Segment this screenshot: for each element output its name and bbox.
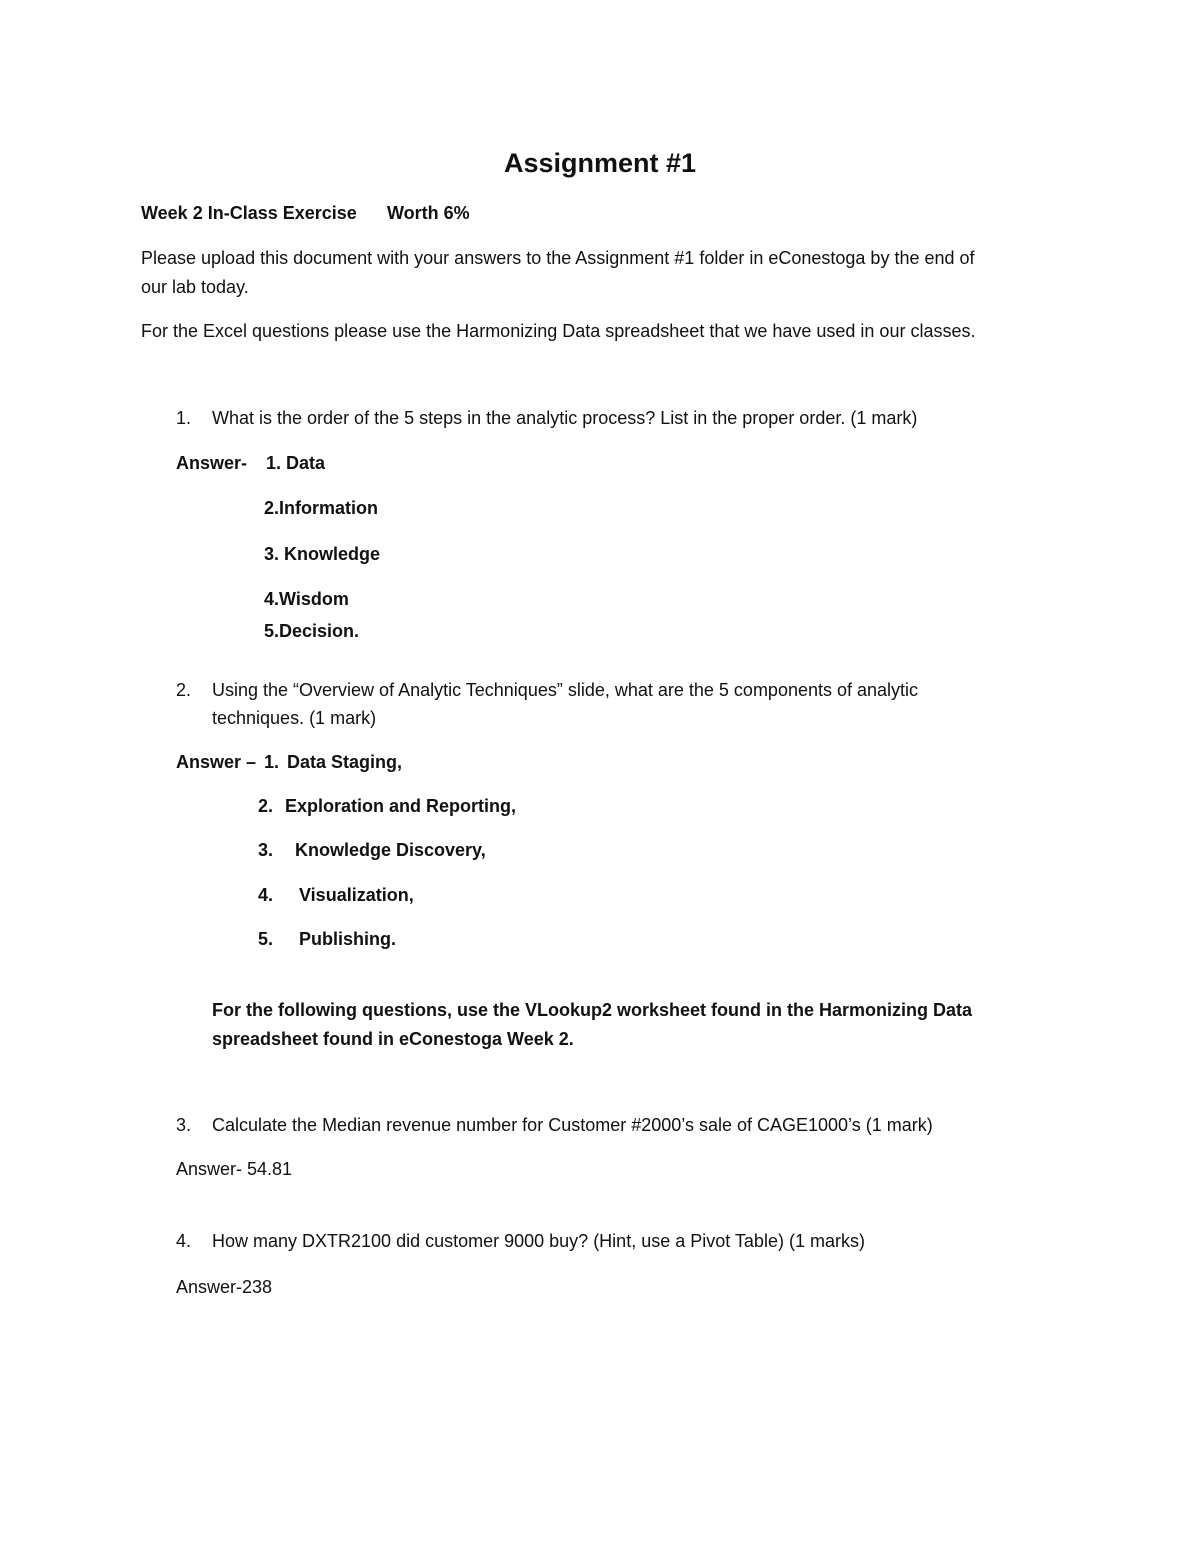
q3-number: 3. xyxy=(176,1115,192,1135)
q2-answer-text: Knowledge Discovery, xyxy=(295,840,486,860)
q2-answer-num: 3. xyxy=(258,840,274,860)
q2-answer-num: 5. xyxy=(258,929,274,949)
intro-excel: For the Excel questions please use the Harmonizing Data spreadsheet that we have used in our classes. xyxy=(141,321,976,341)
note-line-2: spreadsheet found in eConestoga Week 2. xyxy=(212,1029,574,1049)
q1-answer-item: 4.Wisdom xyxy=(264,589,349,609)
q4-number: 4. xyxy=(176,1231,192,1251)
q2-number: 2. xyxy=(176,680,192,700)
q4-text: How many DXTR2100 did customer 9000 buy? (Hint, use a Pivot Table) (1 marks) xyxy=(212,1231,865,1251)
page-title: Assignment #1 xyxy=(503,148,697,178)
q2-text-line-2: techniques. (1 mark) xyxy=(212,708,377,728)
intro-line-1: Please upload this document with your answers to the Assignment #1 folder in eConestoga by the end of xyxy=(141,248,975,268)
q1-number: 1. xyxy=(176,408,192,428)
q2-answer-text: Publishing. xyxy=(299,929,396,949)
q2-text-line-1: Using the “Overview of Analytic Techniques” slide, what are the 5 components of analytic xyxy=(212,680,919,700)
q2-answer-text: Visualization, xyxy=(299,885,414,905)
exercise-label: Week 2 In-Class Exercise xyxy=(141,203,357,223)
worth-label: Worth 6% xyxy=(387,203,470,223)
q3-text: Calculate the Median revenue number for Customer #2000’s sale of CAGE1000’s (1 mark) xyxy=(212,1115,933,1135)
q2-answer-num: 1. xyxy=(264,752,280,772)
q1-answer-item: 1. Data xyxy=(266,453,326,473)
q3-answer: Answer- 54.81 xyxy=(176,1159,293,1179)
q2-answer-label: Answer – xyxy=(176,752,257,772)
q1-answer-item: 5.Decision. xyxy=(264,621,360,641)
q1-answer-item: 2.Information xyxy=(264,498,379,518)
note-line-1: For the following questions, use the VLookup2 worksheet found in the Harmonizing Data xyxy=(212,1000,973,1020)
q1-answer-item: 3. Knowledge xyxy=(264,544,381,564)
q2-answer-num: 2. xyxy=(258,796,274,816)
intro-line-2: our lab today. xyxy=(141,277,249,297)
q2-answer-text: Exploration and Reporting, xyxy=(285,796,517,816)
q1-text: What is the order of the 5 steps in the analytic process? List in the proper order. (1 mark) xyxy=(212,408,918,428)
q2-answer-text: Data Staging, xyxy=(287,752,403,772)
q4-answer: Answer-238 xyxy=(176,1277,273,1297)
q1-answer-label: Answer- xyxy=(176,453,248,473)
q2-answer-num: 4. xyxy=(258,885,274,905)
